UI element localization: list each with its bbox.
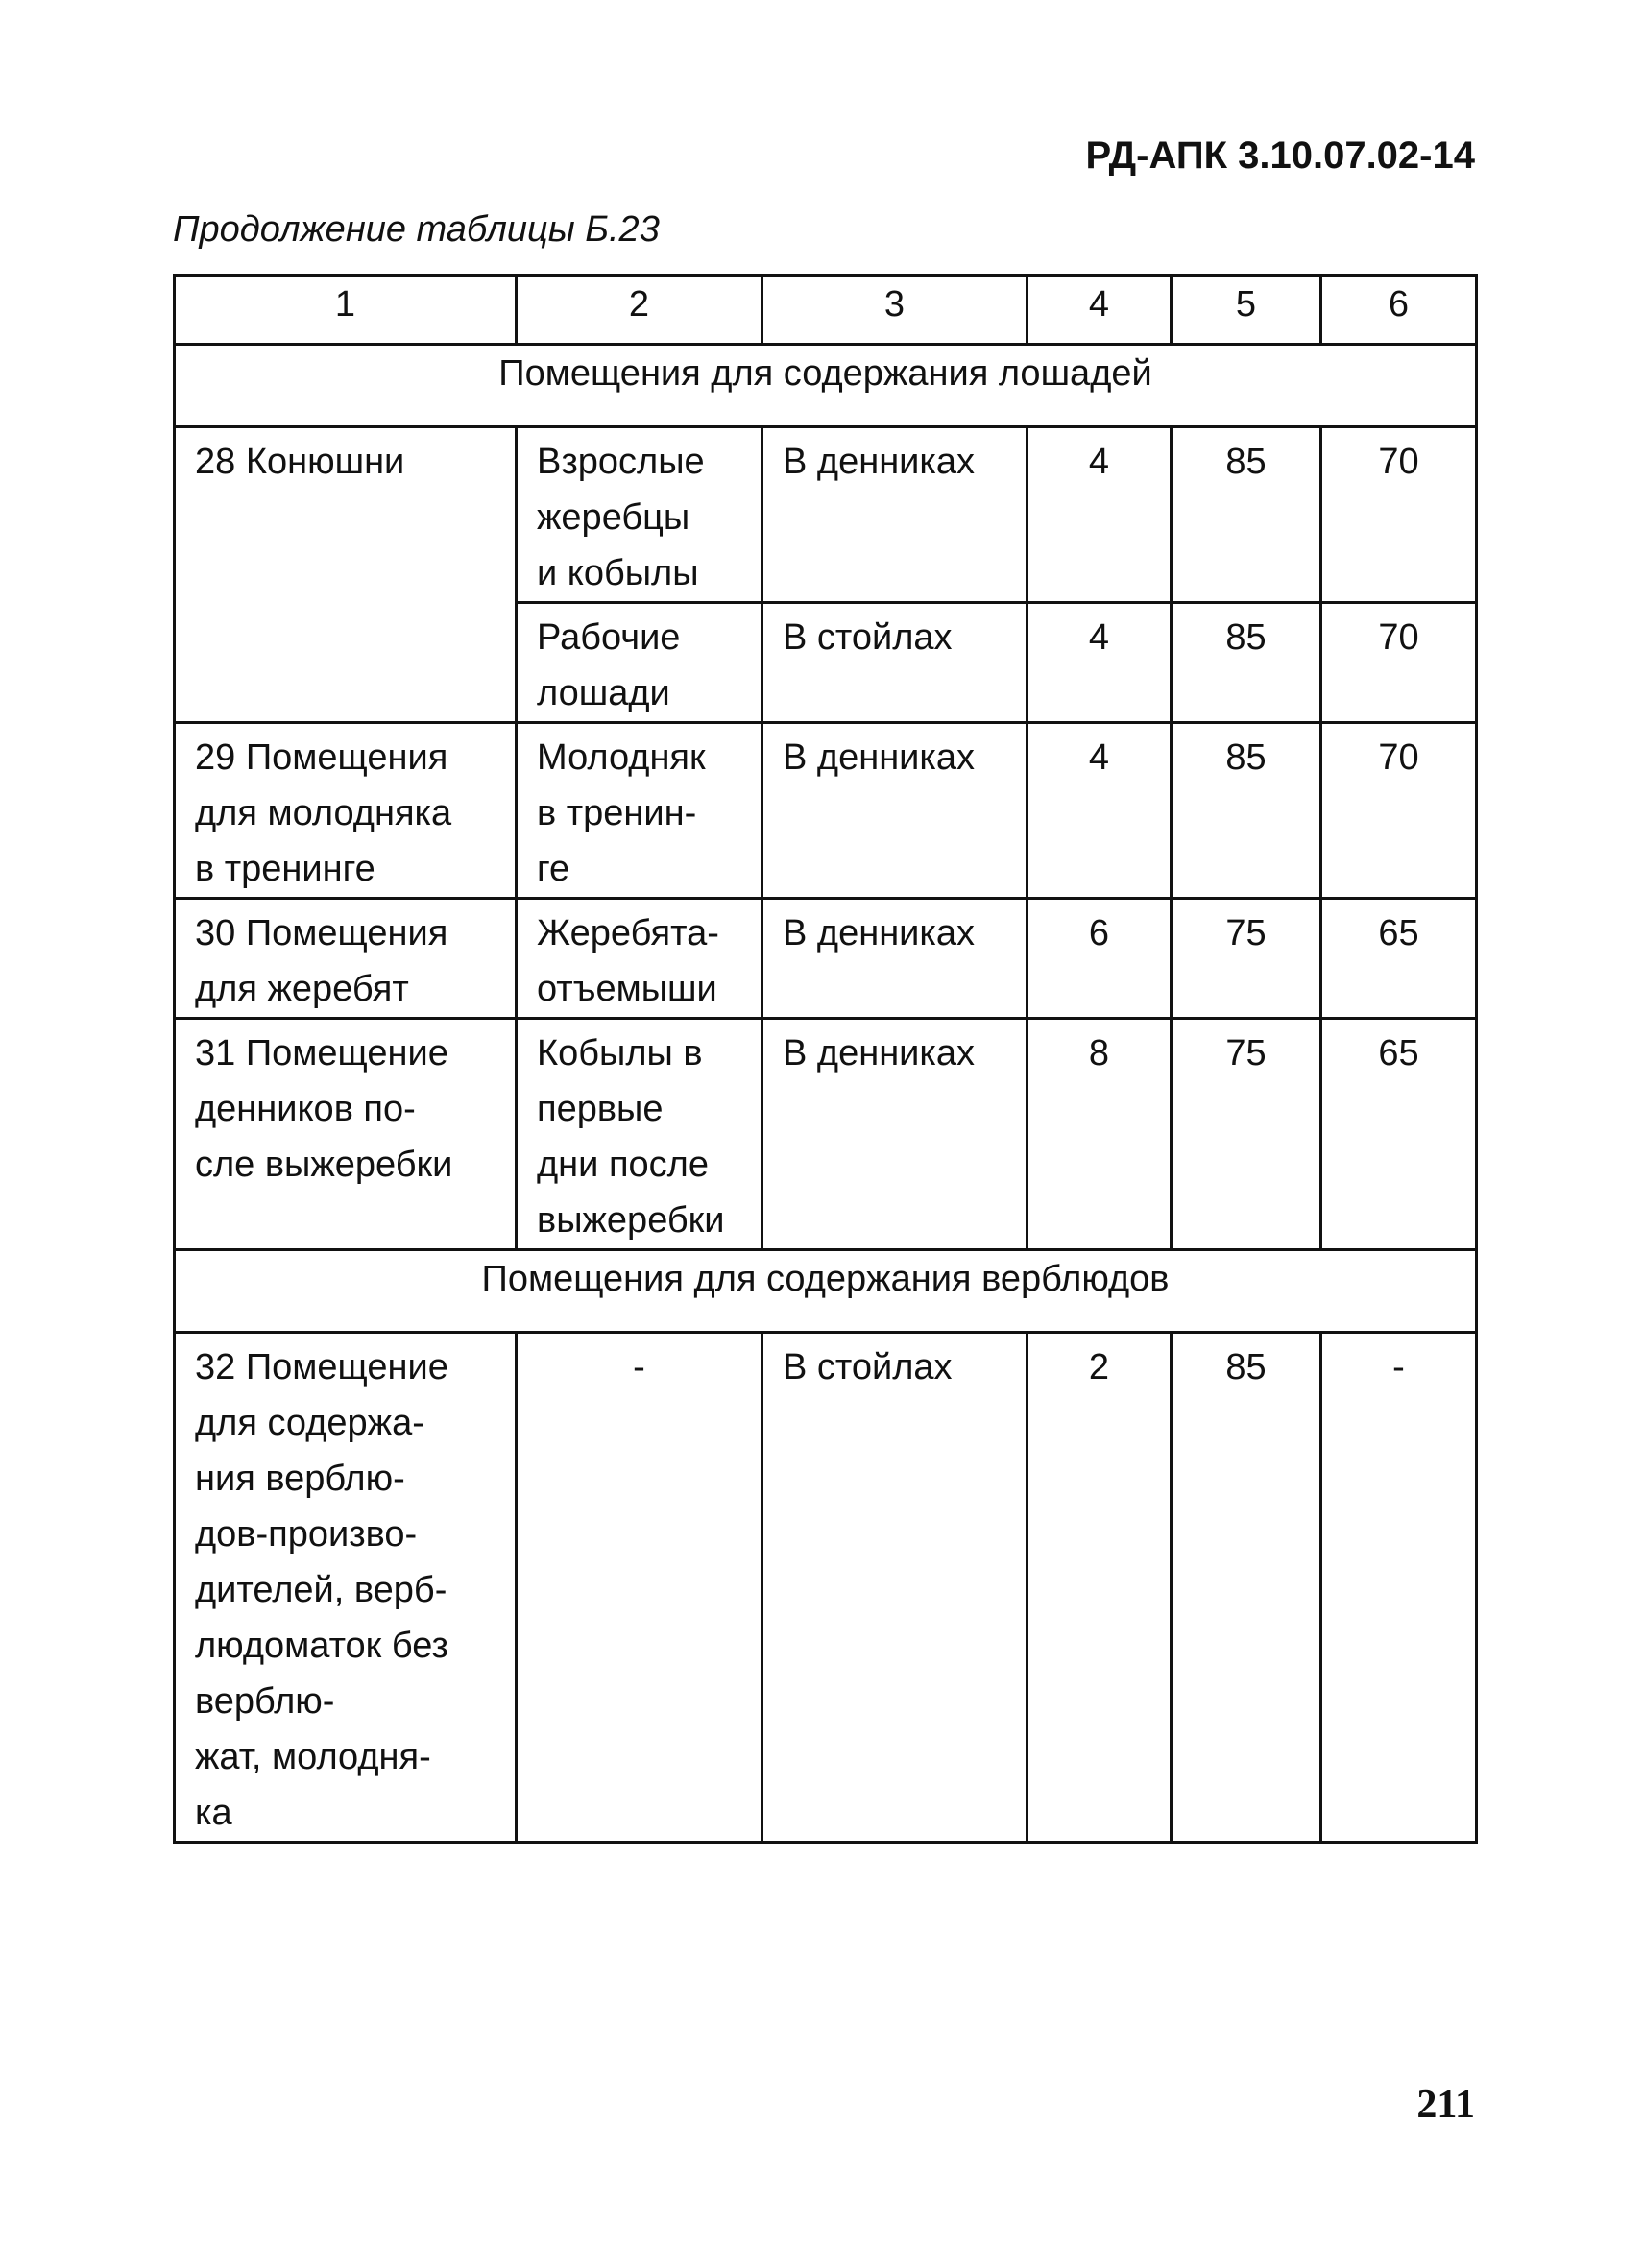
keeping-cell: В стойлах	[762, 1333, 1028, 1843]
value-cell: 2	[1028, 1333, 1172, 1843]
column-header: 3	[762, 276, 1028, 345]
group-cell: Рабочие лошади	[517, 603, 762, 723]
column-header-row	[175, 276, 1477, 345]
value-cell: 70	[1321, 723, 1477, 899]
table-row	[175, 427, 1477, 603]
document-code: РД-АПК 3.10.07.02-14	[1085, 134, 1475, 177]
column-header: 5	[1172, 276, 1321, 345]
section-header-row	[175, 1250, 1477, 1333]
group-cell: Жеребята- отъемыши	[517, 899, 762, 1019]
value-cell: 4	[1028, 723, 1172, 899]
value-cell: 8	[1028, 1019, 1172, 1250]
data-table	[173, 274, 1478, 1844]
group-cell: Молодняк в тренин- ге	[517, 723, 762, 899]
value-cell: 4	[1028, 603, 1172, 723]
value-cell: 4	[1028, 427, 1172, 603]
room-cell: 32 Помещение для содержа- ния верблю- дов-произво- дителей, верб- людоматок без верблю- жат, молодня- ка	[175, 1333, 517, 1843]
table-caption: Продолжение таблицы Б.23	[173, 209, 660, 250]
table-row	[175, 1333, 1477, 1843]
value-cell: 65	[1321, 899, 1477, 1019]
value-cell: 85	[1172, 603, 1321, 723]
keeping-cell: В денниках	[762, 1019, 1028, 1250]
column-header: 4	[1028, 276, 1172, 345]
value-cell: 85	[1172, 1333, 1321, 1843]
group-cell: -	[517, 1333, 762, 1843]
group-cell: Взрослые жеребцы и кобылы	[517, 427, 762, 603]
value-cell: 70	[1321, 427, 1477, 603]
value-cell: 85	[1172, 723, 1321, 899]
section-header-row	[175, 345, 1477, 427]
table-row	[175, 899, 1477, 1019]
table-row	[175, 723, 1477, 899]
table-row	[175, 1019, 1477, 1250]
room-cell: 29 Помещения для молодняка в тренинге	[175, 723, 517, 899]
section-title: Помещения для содержания верблюдов	[175, 1250, 1477, 1333]
keeping-cell: В стойлах	[762, 603, 1028, 723]
column-header: 1	[175, 276, 517, 345]
keeping-cell: В денниках	[762, 723, 1028, 899]
room-cell: 30 Помещения для жеребят	[175, 899, 517, 1019]
value-cell: -	[1321, 1333, 1477, 1843]
keeping-cell: В денниках	[762, 427, 1028, 603]
value-cell: 75	[1172, 899, 1321, 1019]
keeping-cell: В денниках	[762, 899, 1028, 1019]
value-cell: 70	[1321, 603, 1477, 723]
value-cell: 85	[1172, 427, 1321, 603]
page-number: 211	[1416, 2083, 1475, 2127]
room-cell: 28 Конюшни	[175, 427, 517, 723]
value-cell: 75	[1172, 1019, 1321, 1250]
room-cell: 31 Помещение денников по- сле выжеребки	[175, 1019, 517, 1250]
column-header: 2	[517, 276, 762, 345]
value-cell: 65	[1321, 1019, 1477, 1250]
group-cell: Кобылы в первые дни после выжеребки	[517, 1019, 762, 1250]
section-title: Помещения для содержания лошадей	[175, 345, 1477, 427]
value-cell: 6	[1028, 899, 1172, 1019]
column-header: 6	[1321, 276, 1477, 345]
